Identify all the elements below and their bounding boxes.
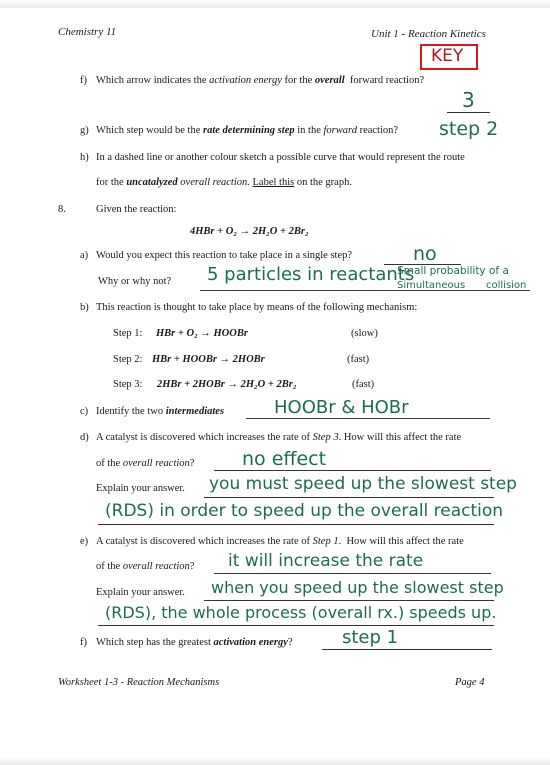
- part-f1-answer: 3: [462, 88, 475, 112]
- answer-line: [214, 573, 491, 574]
- part-c-label: c): [80, 406, 89, 417]
- part-d-line1: A catalyst is discovered which increases the rate of Step 3. How will this affect the rate: [96, 432, 462, 443]
- part-f1-question: Which arrow indicates the activation energy for the overall forward reaction?: [96, 75, 425, 86]
- answer-line: [322, 649, 492, 650]
- step-3-equation: 2HBr + 2HOBr → 2H₂O + 2Br₂: [157, 379, 297, 390]
- step-2-name: Step 2:: [113, 354, 143, 365]
- page-bottom-edge: [0, 757, 550, 765]
- header-unit: Unit 1 - Reaction Kinetics: [371, 28, 486, 40]
- part-b-text: This reaction is thought to take place by means of the following mechanism:: [96, 302, 418, 313]
- part-a-label: a): [80, 250, 89, 261]
- part-a-answer: no: [413, 243, 437, 265]
- step-1-rate: (slow): [351, 328, 378, 339]
- step-3-rate: (fast): [352, 379, 375, 390]
- answer-line: [200, 290, 530, 291]
- part-h-line1: In a dashed line or another colour sketch a possible curve that would represent the route: [96, 152, 465, 163]
- part-a-why-note3: collision: [486, 280, 527, 291]
- header-course: Chemistry 11: [58, 26, 117, 38]
- part-d-explain-line1: you must speed up the slowest step: [209, 474, 517, 494]
- step-2-rate: (fast): [347, 354, 370, 365]
- part-f2-answer: step 1: [342, 627, 399, 648]
- part-e-label: e): [80, 536, 89, 547]
- page-top-edge: [0, 0, 550, 8]
- key-label: KEY: [431, 46, 464, 66]
- part-c-question: Identify the two intermediates: [96, 406, 225, 417]
- part-e-line1: A catalyst is discovered which increases the rate of Step 1. How will this affect the rate: [96, 536, 464, 547]
- part-e-explain-line2: (RDS), the whole process (overall rx.) speeds up.: [105, 603, 497, 622]
- question-8-intro: Given the reaction:: [96, 204, 177, 215]
- part-a-why-note2: Simultaneous: [397, 280, 466, 291]
- part-d-explain-line2: (RDS) in order to speed up the overall reaction: [105, 501, 504, 521]
- part-a-question: Would you expect this reaction to take place in a single step?: [96, 250, 353, 261]
- part-d-label: d): [80, 432, 89, 443]
- step-3-name: Step 3:: [113, 379, 143, 390]
- answer-line: [98, 524, 494, 525]
- part-d-line2: of the overall reaction?: [96, 458, 195, 469]
- part-a-why-note1: - Small probability of a: [390, 265, 509, 277]
- part-a-why-label: Why or why not?: [98, 276, 172, 287]
- key-stamp: [420, 44, 478, 70]
- part-b-label: b): [80, 302, 89, 313]
- question-8-number: 8.: [58, 204, 66, 215]
- part-g-label: g): [80, 125, 89, 136]
- part-f2-question: Which step has the greatest activation energy?: [96, 637, 293, 648]
- footer-worksheet: Worksheet 1-3 - Reaction Mechanisms: [58, 677, 220, 688]
- answer-line: [447, 112, 490, 113]
- step-2-equation: HBr + HOOBr → 2HOBr: [152, 354, 265, 365]
- answer-line: [214, 470, 491, 471]
- part-g-answer: step 2: [439, 118, 499, 140]
- part-e-explain-label: Explain your answer.: [96, 587, 185, 598]
- part-e-explain-line1: when you speed up the slowest step: [211, 578, 504, 597]
- answer-line: [246, 418, 490, 419]
- part-g-question: Which step would be the rate determining step in the forward reaction?: [96, 125, 399, 136]
- answer-line: [98, 625, 494, 626]
- step-1-name: Step 1:: [113, 328, 143, 339]
- part-c-answer: HOOBr & HOBr: [274, 397, 409, 418]
- answer-line: [204, 600, 494, 601]
- step-1-equation: HBr + O₂ → HOOBr: [156, 328, 248, 339]
- part-h-label: h): [80, 152, 89, 163]
- footer-page: Page 4: [455, 677, 485, 688]
- part-h-line2: for the uncatalyzed overall reaction. Label this on the graph.: [96, 177, 352, 188]
- part-d-answer: no effect: [242, 448, 327, 470]
- part-f1-label: f): [80, 75, 87, 86]
- part-d-explain-label: Explain your answer.: [96, 483, 185, 494]
- answer-line: [204, 497, 494, 498]
- given-equation: 4HBr + O₂ → 2H₂O + 2Br₂: [190, 226, 309, 237]
- part-a-why-answer: 5 particles in reactants: [207, 264, 415, 285]
- part-f2-label: f): [80, 637, 87, 648]
- part-e-answer: it will increase the rate: [228, 551, 424, 571]
- part-e-line2: of the overall reaction?: [96, 561, 195, 572]
